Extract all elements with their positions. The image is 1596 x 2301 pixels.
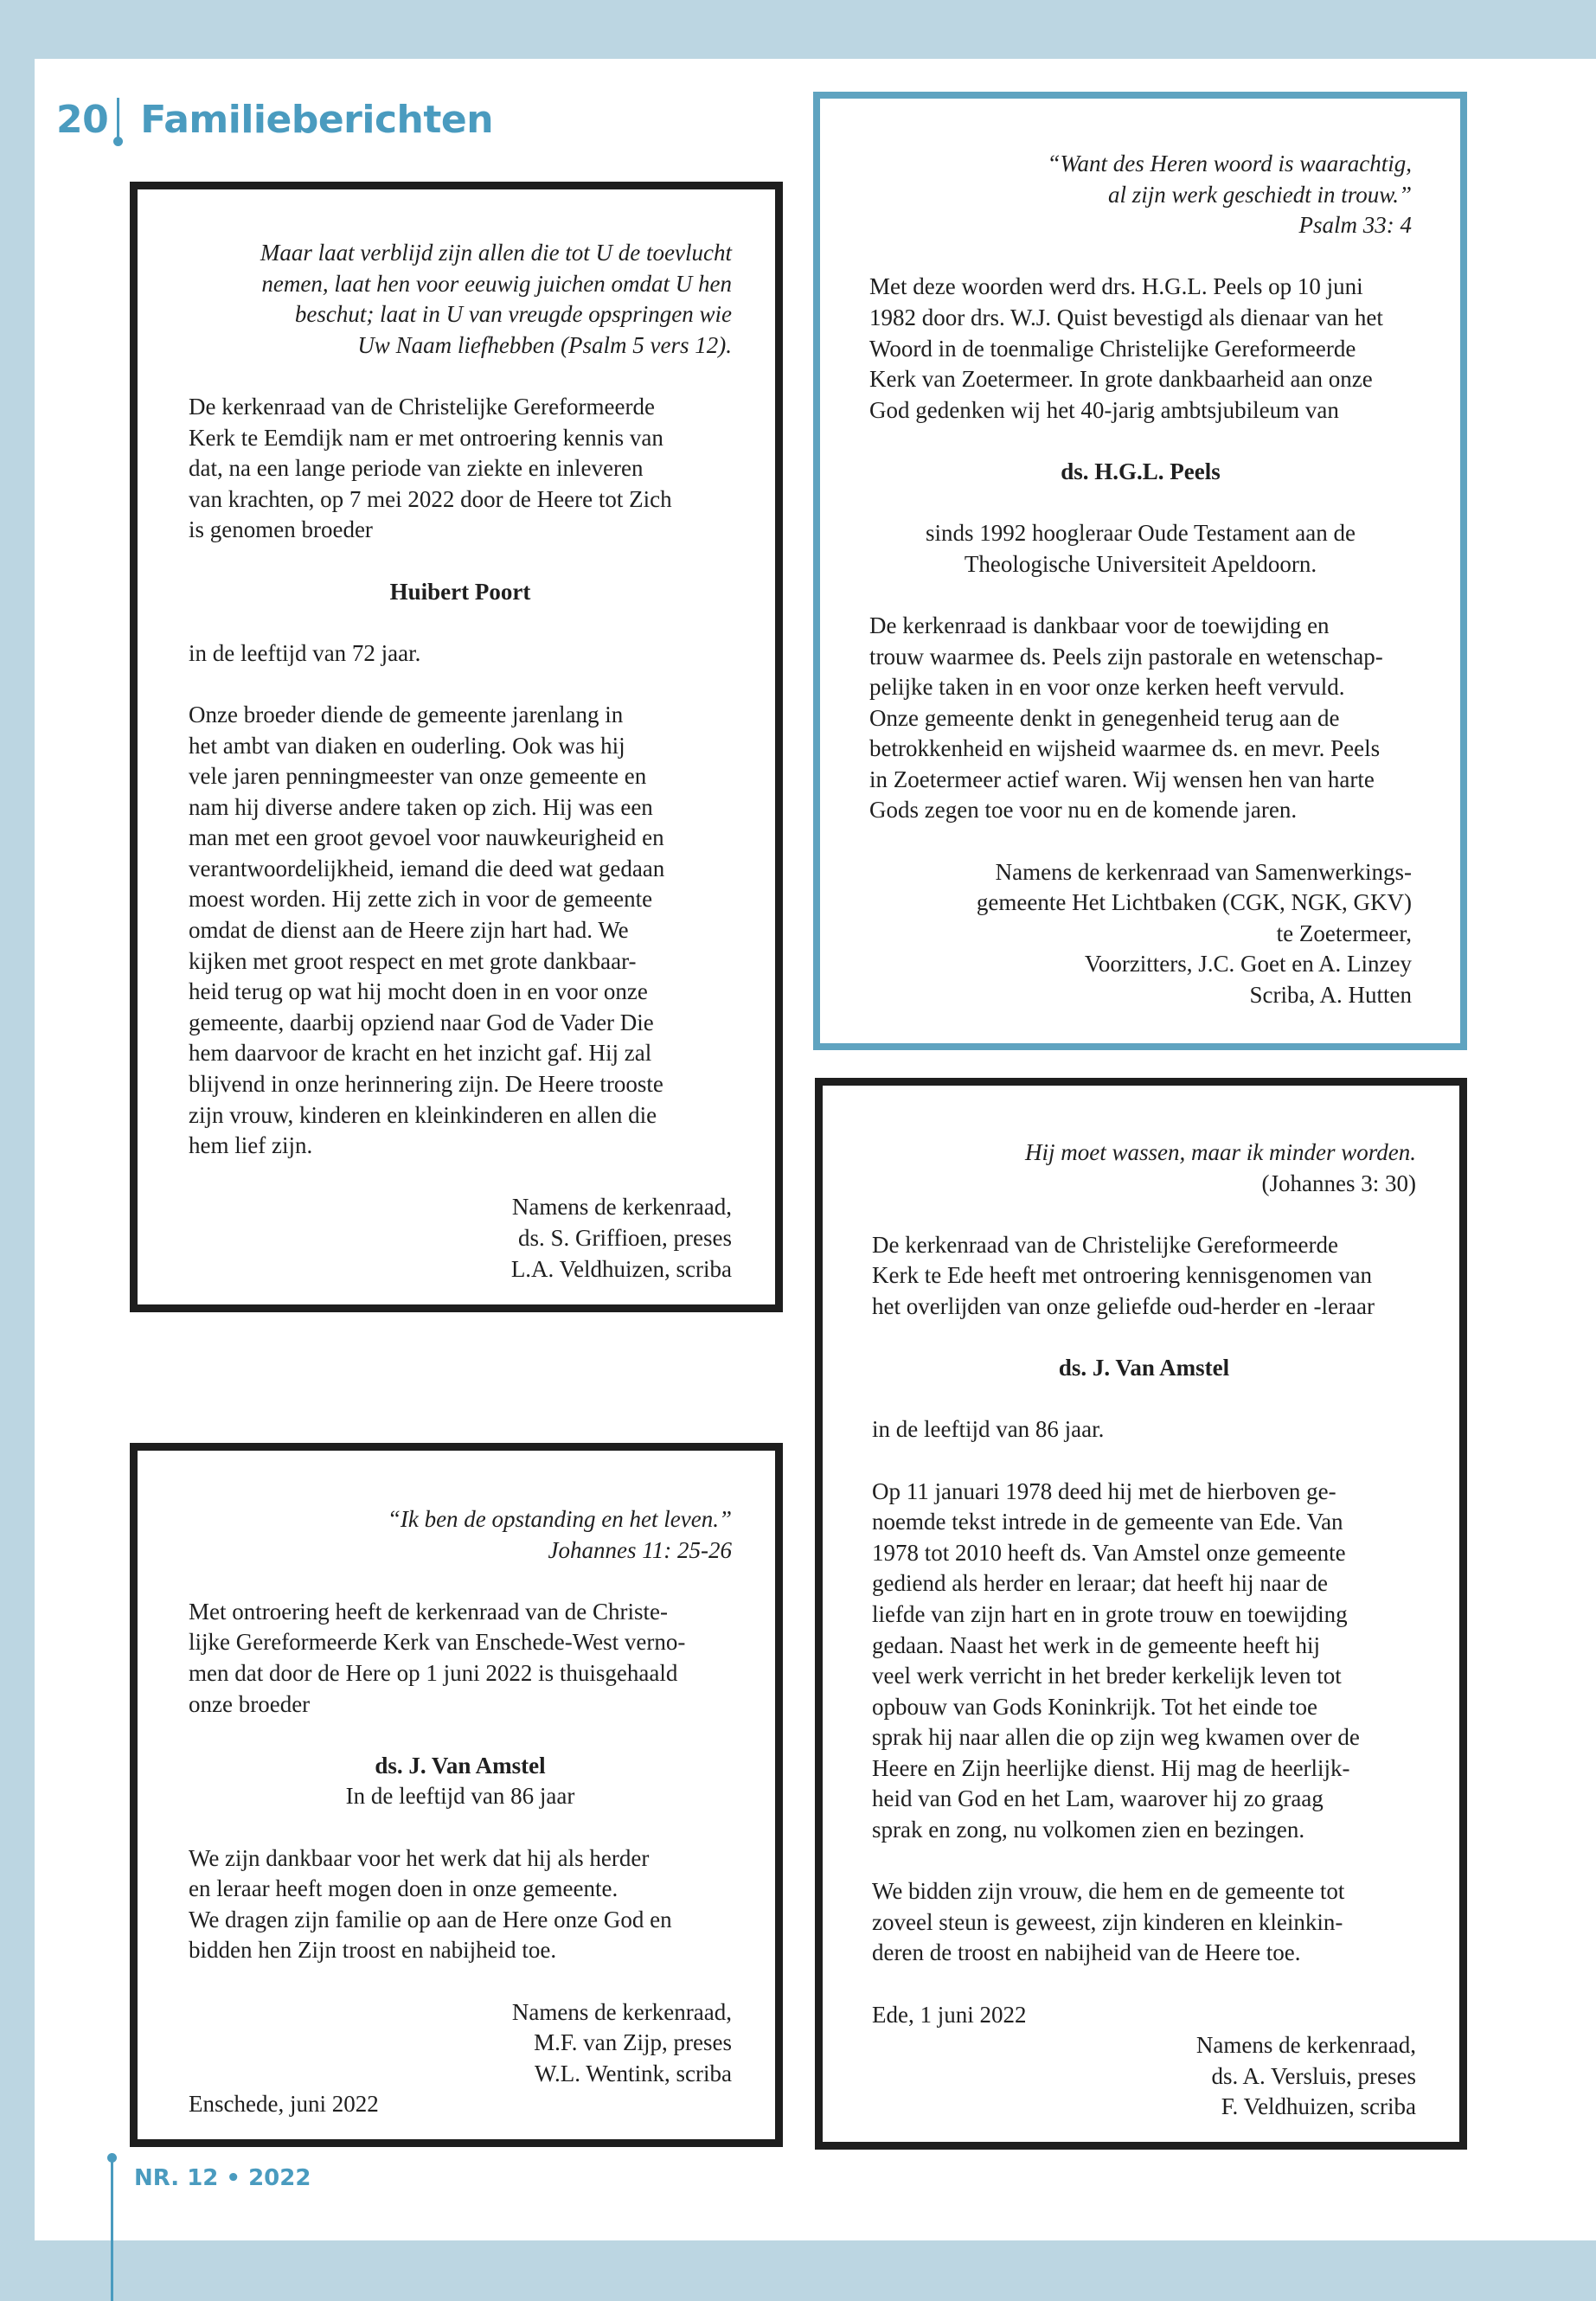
text-line: deren de troost en nabijheid van de Heere toe. [872,1939,1301,1966]
text-line: men dat door de Here op 1 juni 2022 is thuisgehaald [189,1659,678,1686]
signature-line: gemeente Het Lichtbaken (CGK, NGK, GKV) [976,889,1412,916]
body [189,1843,732,1966]
signature-line: M.F. van Zijp, preses [534,2029,732,2056]
notice-van-amstel-ede [815,1078,1467,2150]
text-line: heid terug op wat hij mocht doen in en voor onze [189,978,648,1005]
intro [189,1597,732,1720]
body-closing [872,1876,1416,1969]
honoree-name: ds. H.G.L. Peels [1061,458,1221,484]
quote-line: “Ik ben de opstanding en het leven.” [387,1506,732,1532]
text-line: sinds 1992 hoogleraar Oude Testament aan de [926,520,1356,547]
deceased-name: Huibert Poort [389,578,531,605]
quote-line: Johannes 11: 25-26 [548,1536,732,1563]
text-line: sprak en zong, nu volkomen zien en bezingen. [872,1817,1305,1843]
text-line: Op 11 januari 1978 deed hij met de hierboven ge- [872,1477,1336,1504]
age-line: In de leeftijd van 86 jaar [345,1783,575,1810]
text-line: omdat de dienst aan de Heere zijn hart had. We [189,917,629,944]
signature [189,1192,732,1285]
text-line: 1978 tot 2010 heeft ds. Van Amstel onze gemeente [872,1539,1346,1566]
text-line: zijn vrouw, kinderen en kleinkinderen en allen die [189,1101,657,1128]
signature-line: F. Veldhuizen, scriba [1221,2093,1416,2120]
text-line: in Zoetermeer actief waren. Wij wensen hen van harte [869,766,1375,792]
text-line: hem lief zijn. [189,1132,313,1159]
signature-line: Namens de kerkenraad, [511,1194,732,1221]
text-line: Onze broeder diende de gemeente jarenlang in [189,701,624,727]
text-line: Heere en Zijn heerlijke dienst. Hij mag de heerlijk- [872,1754,1350,1781]
quote-reference: (Johannes 3: 30) [1261,1170,1416,1196]
text-line: is genomen broeder [189,516,373,543]
text-line: pelijke taken in en voor onze kerken heeft vervuld. [869,674,1345,701]
signature-line: Namens de kerkenraad, [1195,2032,1416,2059]
text-line: Gods zegen toe voor nu en de komende jaren. [869,797,1298,824]
text-line: We dragen zijn familie op aan de Here onze God en [189,1906,672,1932]
age-line: in de leeftijd van 86 jaar. [872,1416,1105,1443]
quote [189,1504,732,1566]
text-line: van krachten, op 7 mei 2022 door de Heere tot Zich [189,485,672,512]
signature-line: Voorzitters, J.C. Goet en A. Linzey [1084,951,1412,977]
text-line: De kerkenraad van de Christelijke Gereformeerde [189,393,655,420]
text-line: 1982 door drs. W.J. Quist bevestigd als dienaar van het [869,304,1383,330]
section-title: Familieberichten [140,97,494,142]
text-line: gediend als herder en leraar; dat heeft hij naar de [872,1570,1328,1597]
quote-line: “Want des Heren woord is waarachtig, [1047,151,1412,176]
signature-line: Scriba, A. Hutten [1249,982,1412,1009]
quote-line: Uw Naam liefhebben (Psalm 5 vers 12). [357,331,732,358]
text-line: lijke Gereformeerde Kerk van Enschede-West verno- [189,1629,686,1656]
signature-line: W.L. Wentink, scriba [534,2060,732,2086]
text-line: veel werk verricht in het breder kerkelijk leven tot [872,1663,1342,1689]
text-line: heid van God en het Lam, waarover hij zo graag [872,1785,1324,1812]
signature-line: ds. S. Griffioen, preses [518,1225,732,1251]
text-line: sprak hij naar allen die op zijn weg kwamen over de [872,1724,1360,1751]
text-line: noemde tekst intrede in de gemeente van Ede. Van [872,1509,1343,1535]
text-line: het ambt van diaken en ouderling. Ook was hij [189,732,625,759]
text-line: Woord in de toenmalige Christelijke Gereformeerde [869,335,1356,362]
signature-line: Namens de kerkenraad van Samenwerkings- [995,858,1412,885]
text-line: vele jaren penningmeester van onze gemeente en [189,763,647,790]
text-line: dat, na een lange periode van ziekte en inleveren [189,455,644,482]
quote-line: Maar laat verblijd zijn allen die tot U de toevlucht [260,240,732,266]
issue-label: NR. 12 • 2022 [134,2165,311,2191]
text-line: Met ontroering heeft de kerkenraad van de Christe- [189,1598,669,1625]
body [869,611,1412,826]
signature-line: Namens de kerkenraad, [511,1998,732,2025]
text-line: het overlijden van onze geliefde oud-herder en -leraar [872,1292,1375,1319]
text-line: Kerk van Zoetermeer. In grote dankbaarheid aan onze [869,366,1373,393]
quote: Hij moet wassen, maar ik minder worden. [1025,1139,1416,1165]
text-line: hem daarvoor de kracht en het inzicht gaf. Hij zal [189,1040,652,1067]
text-line: betrokkenheid en wijsheid waarmee ds. en mevr. Peels [869,735,1381,762]
text-line: onze broeder [189,1690,311,1717]
text-line: gemeente, daarbij opziend naar God de Vader Die [189,1009,654,1035]
header-divider [117,98,119,141]
quote-line: al zijn werk geschiedt in trouw.” [1108,181,1412,208]
text-line: liefde van zijn hart en in grote trouw en toewijding [872,1600,1348,1627]
quote [869,149,1412,241]
quote-line: Psalm 33: 4 [1298,212,1412,239]
page-number: 20 [56,97,109,142]
signature [872,2030,1416,2123]
text-line: Met deze woorden werd drs. H.G.L. Peels op 10 juni [869,273,1363,300]
signature-line: te Zoetermeer, [1276,920,1412,946]
text-line: kijken met groot respect en met grote dankbaar- [189,947,637,974]
signature [189,1997,732,2090]
notice-van-amstel-enschede [130,1443,783,2147]
text-line: Onze gemeente denkt in genegenheid terug aan de [869,704,1340,731]
text-line: verantwoordelijkheid, iemand die deed wat gedaan [189,855,665,881]
text-line: en leraar heeft mogen doen in onze gemeente. [189,1875,619,1902]
text-line: opbouw van Gods Koninkrijk. Tot het einde toe [872,1693,1318,1720]
text-line: De kerkenraad van de Christelijke Gereformeerde [872,1231,1338,1258]
text-line: We bidden zijn vrouw, die hem en de gemeente tot [872,1878,1345,1905]
intro [872,1230,1416,1323]
intro [189,392,732,546]
text-line: trouw waarmee ds. Peels zijn pastorale en wetenschap- [869,643,1383,670]
place-date: Enschede, juni 2022 [189,2091,379,2118]
body [872,1477,1416,1846]
text-line: De kerkenraad is dankbaar voor de toewijding en [869,612,1330,638]
text-line: God gedenken wij het 40-jarig ambtsjubileum van [869,396,1339,423]
notice-peels-jubilee [813,92,1467,1050]
deceased-name: ds. J. Van Amstel [1058,1355,1230,1381]
quote [189,238,732,361]
body [189,700,732,1162]
age-line: in de leeftijd van 72 jaar. [189,639,421,666]
text-line: bidden hen Zijn troost en nabijheid toe. [189,1937,557,1964]
signature-line: L.A. Veldhuizen, scriba [510,1255,732,1282]
quote-line: nemen, laat hen voor eeuwig juichen omdat U hen [261,270,732,297]
subtitle [869,518,1412,580]
text-line: We zijn dankbaar voor het werk dat hij als herder [189,1844,650,1871]
signature-line: ds. A. Versluis, preses [1211,2062,1416,2089]
text-line: zoveel steun is geweest, zijn kinderen en kleinkin- [872,1908,1343,1935]
page-header [56,93,493,145]
text-line: gedaan. Naast het werk in de gemeente heeft hij [872,1631,1321,1658]
text-line: man met een groot gevoel voor nauwkeurigheid en [189,824,664,851]
deceased-name: ds. J. Van Amstel [375,1752,546,1779]
text-line: Theologische Universiteit Apeldoorn. [964,550,1317,577]
place-date: Ede, 1 juni 2022 [872,2001,1027,2028]
signature [869,857,1412,1011]
text-line: Kerk te Eemdijk nam er met ontroering kennis van [189,424,663,451]
text-line: Kerk te Ede heeft met ontroering kennisgenomen van [872,1262,1373,1289]
footer-divider [111,2157,113,2301]
notice-huibert-poort [130,182,783,1312]
quote-line: beschut; laat in U van vreugde opspringen wie [294,301,732,328]
text-line: blijvend in onze herinnering zijn. De Heere trooste [189,1071,663,1098]
text-line: moest worden. Hij zette zich in voor de gemeente [189,886,653,913]
text-line: nam hij diverse andere taken op zich. Hij was een [189,793,653,820]
intro [869,272,1412,426]
